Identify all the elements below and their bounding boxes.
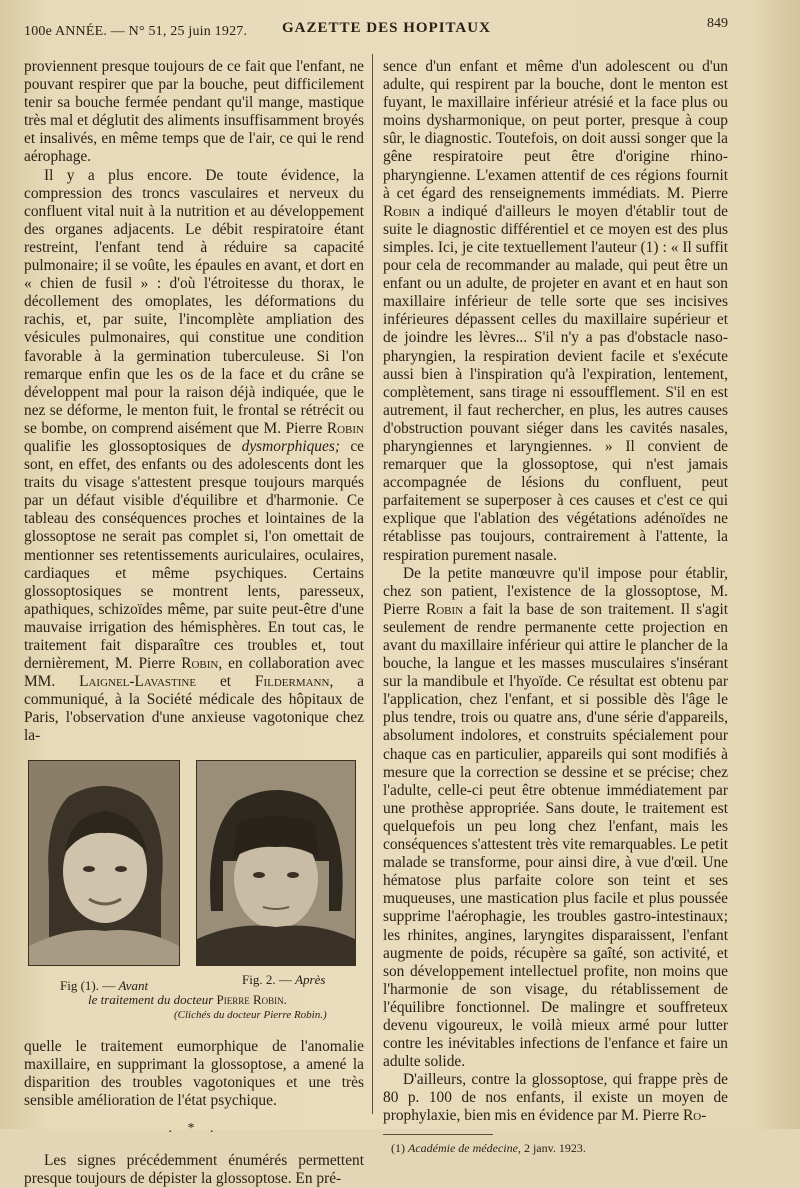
page-number: 849 bbox=[707, 16, 728, 31]
journal-title: GAZETTE DES HOPITAUX bbox=[282, 20, 491, 36]
author-name: Laignel-Lavastine bbox=[79, 673, 197, 691]
photo-before bbox=[28, 760, 180, 966]
figure-captions bbox=[24, 971, 364, 1038]
right-column bbox=[383, 58, 728, 1155]
paragraph: De la petite manœuvre qu'il impose pour établir, chez son patient, l'existence de la glossoptose, M. Pierre Robin a fait la base de son traitement. Il s'agit seulement de rendre permanente cette projection en avant du maxillaire inférieur qui attire le plancher de la bouche, la langue et les masses musculaires s'insérant sur la mandibule et l'hyoïde. Ce résultat est obtenu par l'application, chez l'enfant, et si possible dès l'âge le plus tendre, trois ou quatre ans, d'une série d'appareils, absolument indolores, et construits spécialement pour chaque cas en particulier, appareils qui sont modifiés à mesure que la correction se dessine et se précise; chez l'adulte, celle-ci peut être obtenue immédiatement par une prothèse appropriée. Sans doute, le traitement est quelquefois un peu long chez l'enfant, mais les conséquences s'attestent très vite remarquables. Le petit malade se transforme, pour ainsi dire, à vue d'œil. Une hématose plus parfaite colore son teint et ses muqueuses, une mastication plus facile et plus poussée supprime l'aérophagie, les troubles gastro-intestinaux; les rhinites, angines, laryngites disparaissent, l'enfant augmente de poids, récupère sa gaîté, son activité, et son développement intellectuel profite, non moins que l'harmonie de son visage, du rétablissement de l'équilibre fonctionnel. De malingre et souffreteux devenu vigoureux, le voilà mieux armé pour lutter contre les inévitables infections de l'enfance et faire un adulte solide. bbox=[383, 564, 728, 1071]
footnote-rule bbox=[383, 1134, 493, 1135]
caption-fig1: Fig (1). — Avant bbox=[60, 977, 149, 993]
photo-after bbox=[196, 760, 356, 966]
section-separator: . * . bbox=[168, 1120, 220, 1136]
paragraph: Il y a plus encore. De toute évidence, la compression des troncs vasculaires et nerveux du confluent vital nuit à la nutrition et au développement des organes adjacents. Le débit respiratoire étant restreint, l'enfant tend à réduire sa capacité pulmonaire; il se voûte, les épaules en avant, et dort en « chien de fusil » : d'où l'étroitesse du thorax, le décollement des omoplates, les déformations du rachis, et, par suite, l'incomplète ampliation des vésicules pulmonaires, qui constitue une condition favorable à la germination tuberculeuse. Si l'on remarque enfin que les os de la face et du crâne se développent mal pour la raison déjà indiquée, que le nez se déforme, le menton fuit, le frontal se rétrécit ou se bombe, on comprend aisément que M. Pierre Robin qualifie les glossoptosiques de dysmorphiques; ce sont, en effet, des enfants ou des adolescents dont les traits du visage s'attestent presque toujours marqués par un défaut visible d'équilibre et d'harmonie. Ce tableau des conséquences proches et lointaines de la glossoptose ne serait pas complet si, l'on omettait de mentionner ses retentissements auriculaires, oculaires, cardiaques et même psychiques. Certains glossoptosiques se montrent lents, paresseux, apathiques, schizoïdes même, par suite peut-être d'une mauvaise irrigation des hémisphères. En tout cas, le traitement fait disparaître ces troubles et, tout dernièrement, M. Pierre Robin, en collaboration avec MM. Laignel-Lavastine et Fildermann, a communiqué, à la Société médicale des hôpitaux de Paris, l'observation d'une anxieuse vagotonique chez la- bbox=[24, 166, 365, 745]
left-column bbox=[24, 58, 364, 1188]
photo-credit: (Clichés du docteur Pierre Robin.) bbox=[174, 1008, 327, 1021]
paragraph: sence d'un enfant et même d'un adolescent ou d'un adulte, qui respirent par la bouche, dont le menton est fuyant, le maxillaire inférieur atrésié et la face plus ou moins dysharmonique, on peut porter, presque à coup sûr, le diagnostic. Toutefois, on doit aussi songer que la gêne respiratoire peut être d'origine rhino-pharyngienne. L'examen attentif de ces régions fournit à cet égard des renseignements immédiats. M. Pierre Robin a indiqué d'ailleurs le moyen d'établir tout de suite le diagnostic différentiel et ce moyen est des plus simples. Ici, je cite textuellement l'auteur (1) : « Il suffit pour cela de recommander au malade, qui peut être un enfant ou un adulte, de projeter en avant et en haut son maxillaire inférieur de telle sorte que ses incisives inférieures dépassent celles du maxillaire supérieur et de joindre les lèvres... S'il n'y a pas d'obstacle naso-pharyngien, la respiration devient facile et s'exécute aussi bien à l'inspiration qu'à l'expiration, lentement, complètement, sans tirage ni essoufflement. S'il en est autrement, il faut rechercher, en plus, les autres causes d'obstruction pouvant siéger dans les cavités nasales, pharyngiennes et laryngiennes. » Il convient de remarquer que la glossoptose, qui n'est jamais accompagnée de lésions du confluent, peut parfaitement se superposer à ces causes et c'est ce qui explique que l'ablation des végétations adénoïdes ne rétablisse pas toujours, contrairement à l'attente, la respiration purement nasale. bbox=[383, 58, 728, 564]
figure-pair bbox=[24, 760, 364, 970]
author-name: Robin bbox=[181, 655, 219, 673]
author-name: Robin bbox=[326, 419, 364, 437]
paragraph: Les signes précédemment énumérés permettent presque toujours de dépister la glossoptose. En pré- bbox=[24, 1152, 364, 1188]
page-header bbox=[22, 14, 728, 46]
author-name: Robin bbox=[383, 202, 421, 220]
column-divider bbox=[372, 54, 373, 1114]
paragraph: proviennent presque toujours de ce fait que l'enfant, ne pouvant respirer que par la bouche, peut difficilement tenir sa bouche fermée pendant qu'il mange, mastique très mal et déglutit des aliments insuffisamment broyés et insalivés, en même temps que de l'air, ce qui le rend aérophage. bbox=[24, 58, 364, 166]
issue-info: 100e ANNÉE. — N° 51, 25 juin 1927. bbox=[24, 24, 248, 39]
author-name: Ro- bbox=[683, 1107, 707, 1125]
caption-fig2: Fig. 2. — Après bbox=[242, 971, 326, 987]
author-name: Fildermann bbox=[254, 673, 330, 691]
paragraph: quelle le traitement eumorphique de l'anomalie maxillaire, en supprimant la glossoptose, a amené la disparition des troubles vagotoniques et une très sensible amélioration de l'état psychique. bbox=[24, 1037, 364, 1109]
footnote: (1) Académie de médecine, 2 janv. 1923. bbox=[391, 1140, 586, 1155]
caption-line2: le traitement du docteur Pierre Robin. bbox=[88, 991, 287, 1007]
paragraph: D'ailleurs, contre la glossoptose, qui frappe près de 80 p. 100 de nos enfants, il existe un moyen de prophylaxie, bien mis en évidence par M. Pierre Ro- bbox=[383, 1071, 728, 1125]
author-name: Robin bbox=[425, 600, 464, 618]
